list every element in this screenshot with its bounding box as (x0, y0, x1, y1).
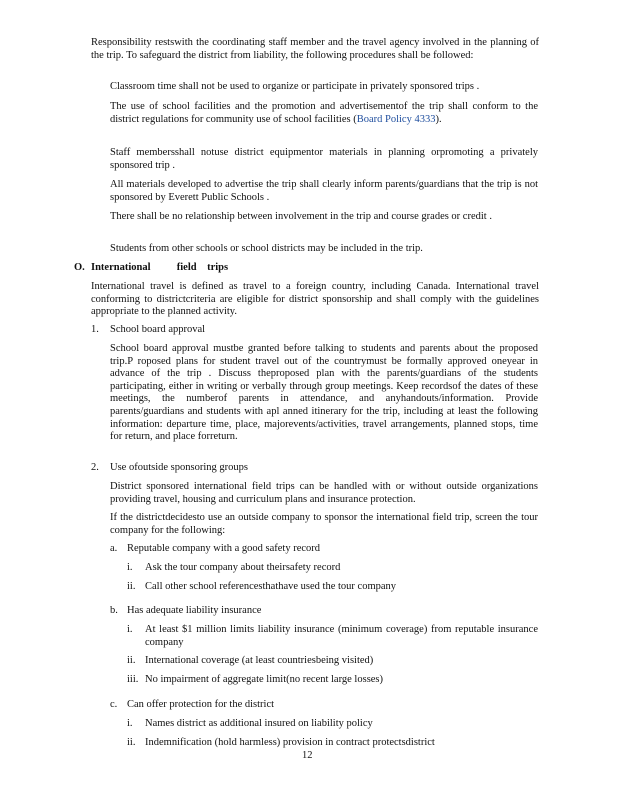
point-text: No impairment of aggregate limit(no recent large losses) (145, 674, 384, 685)
bullet-item (110, 101, 538, 126)
bullet-text: The use of school facilities and the promotion and advertisementof the trip shall conform to the district regulations for community use of school facilities ( (110, 101, 538, 125)
section-letter: O. (74, 262, 85, 273)
point-number: i. (127, 562, 133, 573)
point-text: At least $1 million limits liability insurance (minimum coverage) from reputable insurance company (145, 624, 538, 648)
bullet-item: Students from other schools or school districts may be included in the trip. (110, 243, 423, 254)
point-number: iii. (127, 674, 139, 685)
bullet-item: Staff membersshall notuse district equipmentor materials in planning orpromoting a privately sponsored trip . (110, 147, 538, 171)
bullet-item: There shall be no relationship between involvement in the trip and course grades or credit . (110, 211, 492, 222)
item-body: If the districtdecidesto use an outside company to sponsor the international field trip, screen the tour company for the following: (110, 512, 538, 536)
section-heading: International field trips (91, 262, 229, 273)
item-body: School board approval mustbe granted before talking to students and parents about the proposed trip.P roposed plans for student travel out of the countrymust be formally approved oneyear in advance of the trip . Discuss theproposed plan with the parents/guardians of the students participating, either in writing or verbally through group meetings. Keep recordsof the dates of these meetings, the numberof parents in attendance, and anyhandouts/information. Provide parents/guardians and students with apl anned itinerary for the trip, including at least the following information: departure time, place, majorevents/activities, travel arrangements, planned stops, time for return, and place forreturn. (110, 343, 538, 443)
item-number: 1. (91, 324, 99, 335)
point-number: i. (127, 718, 133, 729)
item-number: 2. (91, 462, 99, 473)
item-title: School board approval (110, 324, 206, 335)
subitem-title: Reputable company with a good safety record (127, 543, 321, 554)
subitem-label: a. (110, 543, 118, 554)
page-number: 12 (302, 750, 313, 761)
board-policy-link[interactable]: Board Policy 4333 (356, 113, 436, 125)
point-text: Ask the tour company about theirsafety record (145, 562, 341, 573)
intro-paragraph: Responsibility restswith the coordinating staff member and the travel agency involved in the planning of the trip. To safeguard the district from liability, the following procedures shall be followed: (91, 37, 539, 61)
subitem-title: Has adequate liability insurance (127, 605, 262, 616)
bullet-item: Classroom time shall not be used to organize or participate in privately sponsored trips . (110, 81, 480, 92)
point-number: ii. (127, 737, 136, 748)
point-number: ii. (127, 655, 136, 666)
point-text: Indemnification (hold harmless) provision in contract protectsdistrict (145, 737, 435, 748)
point-number: i. (127, 624, 133, 635)
item-body: District sponsored international field trips can be handled with or without outside organizations providing travel, housing and curriculum plans and insurance protection. (110, 481, 538, 505)
point-text: Names district as additional insured on liability policy (145, 718, 373, 729)
bullet-text-tail: ). (435, 113, 442, 125)
item-title: Use ofoutside sponsoring groups (110, 462, 248, 473)
bullet-item: All materials developed to advertise the trip shall clearly inform parents/guardians that the trip is not sponsored by Everett Public Schools . (110, 179, 538, 203)
point-text: International coverage (at least countriesbeing visited) (145, 655, 374, 666)
subitem-label: c. (110, 699, 118, 710)
section-intro: International travel is defined as travel to a foreign country, including Canada. International travel conforming to districtcriteria are eligible for district sponsorship and shall comply with the guidelines appropriate to the planned activity. (91, 281, 539, 318)
subitem-title: Can offer protection for the district (127, 699, 275, 710)
point-number: ii. (127, 581, 136, 592)
point-text: Call other school referencesthathave used the tour company (145, 581, 397, 592)
subitem-label: b. (110, 605, 118, 616)
